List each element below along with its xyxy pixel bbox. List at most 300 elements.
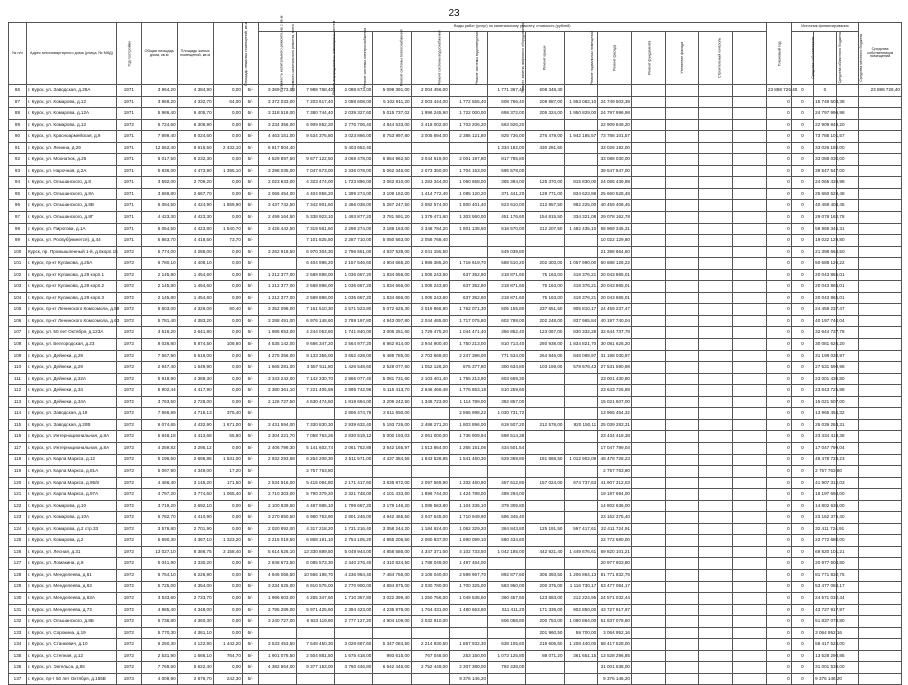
table-cell: 5/-	[242, 96, 258, 108]
table-cell	[564, 558, 598, 570]
row-address: г. Курск, ул. Комарова, д.12	[26, 119, 116, 131]
table-cell	[449, 246, 487, 258]
table-cell: 0,00	[213, 616, 242, 628]
row-number: 96	[9, 200, 27, 212]
table-cell: 4 473,90	[177, 165, 213, 177]
table-row	[9, 142, 902, 154]
table-cell: 3 295,12	[177, 442, 213, 454]
table-cell: 4 009,90	[141, 673, 177, 685]
table-cell	[411, 466, 449, 478]
table-cell-empty	[733, 131, 767, 143]
table-cell	[526, 489, 564, 501]
table-cell: 2 030 780,00	[411, 581, 449, 593]
table-cell: 24 571 032,44	[598, 593, 632, 605]
table-cell: 820 150,11	[564, 419, 598, 431]
table-cell	[526, 466, 564, 478]
table-cell: 22 909 849,20	[814, 119, 836, 131]
table-cell: 0	[791, 85, 813, 97]
table-cell-empty	[631, 523, 665, 535]
table-cell: 1971	[116, 165, 141, 177]
table-cell: 6 489 785,00	[373, 350, 411, 362]
table-row	[9, 569, 902, 581]
table-cell-empty	[631, 362, 665, 374]
table-cell: 2 752 449,00	[411, 662, 449, 674]
table-cell: 2 757 763,80	[296, 466, 334, 478]
table-cell: 1972	[116, 396, 141, 408]
row-address: Курск, пр. Промышленный 1-й, д.6корп.15	[26, 246, 116, 258]
table-cell: 1 671,00	[213, 419, 242, 431]
table-cell: 0	[766, 396, 791, 408]
table-cell: 5/-	[242, 408, 258, 420]
table-cell: 219 606,50	[526, 639, 564, 651]
table-cell: 4 894 875,00	[373, 581, 411, 593]
table-cell: 3 288 491,00	[258, 315, 296, 327]
table-cell: 905 810,17	[564, 304, 598, 316]
table-cell: 902 850,00	[564, 604, 598, 616]
table-cell: 0	[791, 223, 813, 235]
table-cell: 237 651,50	[526, 304, 564, 316]
table-cell	[859, 200, 902, 212]
table-cell: 0	[791, 188, 813, 200]
table-cell: 13 027,10	[141, 546, 177, 558]
table-cell: 6 970 304,30	[296, 246, 334, 258]
table-cell: 5/-	[242, 385, 258, 397]
table-cell: 0,00	[213, 246, 242, 258]
table-cell: 2 145,80	[141, 269, 177, 281]
table-cell: 30 081 626,20	[598, 339, 632, 351]
table-cell: 3 044 619,00	[411, 154, 449, 166]
table-cell-empty	[665, 650, 699, 662]
table-cell: 1 942 185,57	[564, 131, 598, 143]
table-cell: 6 074,65	[141, 419, 177, 431]
row-address: г. Курск, ул. Менделеева, д.61	[26, 569, 116, 581]
table-cell: 0	[791, 339, 813, 351]
table-cell	[526, 396, 564, 408]
table-cell: 7 567,90	[141, 350, 177, 362]
table-cell: 1 005 243,60	[411, 269, 449, 281]
table-cell: 4 326,00	[177, 304, 213, 316]
table-cell: 10 566 198,70	[296, 569, 334, 581]
row-number: 115	[9, 419, 27, 431]
table-cell: 10 022 129,80	[598, 235, 632, 247]
table-cell-empty	[631, 512, 665, 524]
table-cell: 1 710 357,80	[335, 593, 373, 605]
table-cell: 0,00	[213, 85, 242, 97]
table-cell-empty	[665, 200, 699, 212]
table-cell: 171 339,00	[526, 604, 564, 616]
table-cell: 22 909 849,20	[598, 119, 632, 131]
table-cell: 1 901 076,50	[258, 650, 296, 662]
table-cell: 1 549,90	[177, 362, 213, 374]
table-cell: 1972	[116, 292, 141, 304]
table-cell: 5 774,00	[141, 246, 177, 258]
table-row	[9, 315, 902, 327]
table-cell-empty	[733, 315, 767, 327]
table-cell: 434 501,54	[488, 442, 526, 454]
table-cell: 20 043 865,01	[814, 292, 836, 304]
table-cell: 2 777 127,20	[335, 616, 373, 628]
table-cell: 202 248,00	[526, 315, 564, 327]
table-cell-empty	[733, 523, 767, 535]
table-cell-empty	[699, 500, 733, 512]
table-cell: 4 354,00	[177, 581, 213, 593]
row-number: 95	[9, 188, 27, 200]
table-cell: 1 731 216,40	[335, 523, 373, 535]
table-cell: 7 342 901,50	[296, 200, 334, 212]
table-cell-empty	[631, 85, 665, 97]
table-cell: 1 005 243,60	[411, 292, 449, 304]
table-cell: 212 578,00	[526, 419, 564, 431]
table-cell-empty	[665, 327, 699, 339]
table-cell: 3 005 694,00	[411, 131, 449, 143]
table-cell: 2 710 303,00	[258, 489, 296, 501]
row-number: 91	[9, 142, 27, 154]
header-work-12: Строительный контроль	[699, 32, 733, 85]
table-cell: 1 799 667,20	[335, 500, 373, 512]
row-address: г. Курск, ул. Дейнеки, д.32А	[26, 373, 116, 385]
table-cell: 75 163,00	[526, 292, 564, 304]
header-work-10: Ремонт фундамента	[631, 32, 665, 85]
header-funding-2: Средства областного бюджета	[814, 32, 836, 85]
table-cell: 0	[791, 419, 813, 431]
table-cell-empty	[631, 350, 665, 362]
table-cell	[526, 235, 564, 247]
table-cell: 1 035 667,20	[335, 292, 373, 304]
table-cell-empty	[699, 454, 733, 466]
table-cell: 32 644 737,78	[814, 327, 836, 339]
table-row	[9, 362, 902, 374]
table-cell: 171,50	[213, 477, 242, 489]
table-cell: 2 806 474,78	[335, 408, 373, 420]
table-cell: 9 377 153,00	[296, 662, 334, 674]
table-cell: 1972	[116, 327, 141, 339]
table-cell: 3 105 040,00	[411, 569, 449, 581]
table-cell: 0	[791, 639, 813, 651]
table-cell: 4 797,20	[141, 489, 177, 501]
table-cell	[373, 142, 411, 154]
table-cell: 2 895 742,96	[335, 385, 373, 397]
row-address: г. Курск, ул. Пирогова, д.1А	[26, 223, 116, 235]
row-number: 123	[9, 512, 27, 524]
table-cell: 88 071,20	[526, 650, 564, 662]
table-cell: 19 197 694,00	[814, 489, 836, 501]
table-cell: 0	[791, 662, 813, 674]
table-cell: 4 904 665,20	[373, 258, 411, 270]
table-cell-empty	[733, 546, 767, 558]
table-cell: 0,00	[213, 108, 242, 120]
table-row	[9, 558, 902, 570]
row-number: 109	[9, 350, 27, 362]
table-cell: 1971	[116, 177, 141, 189]
table-cell	[526, 512, 564, 524]
header-work-11: Утепление фасада	[665, 32, 699, 85]
table-cell: 0,00	[213, 177, 242, 189]
table-cell: 5 193 726,00	[373, 419, 411, 431]
table-cell: 0	[791, 546, 813, 558]
table-cell	[564, 235, 598, 247]
table-cell: 3 006 251,60	[373, 327, 411, 339]
table-cell-empty	[733, 431, 767, 443]
table-cell-empty	[699, 662, 733, 674]
table-cell: 0	[766, 477, 791, 489]
table-cell: 1 741 840,00	[335, 327, 373, 339]
table-cell: 280 938,00	[526, 339, 564, 351]
table-cell	[564, 442, 598, 454]
table-cell: 3 158,40	[213, 546, 242, 558]
table-cell	[859, 535, 902, 547]
table-row	[9, 188, 902, 200]
table-cell: 1971	[116, 154, 141, 166]
header-work-1: Ремонт внутридомовых инженерных систем	[296, 32, 334, 85]
table-cell-empty	[699, 489, 733, 501]
row-number: 132	[9, 616, 27, 628]
table-cell: 3 352 098,00	[258, 304, 296, 316]
table-cell: 31 198 030,97	[814, 350, 836, 362]
row-number: 93	[9, 165, 27, 177]
table-cell: 6 910 575,00	[296, 581, 334, 593]
table-cell: 0,00	[213, 292, 242, 304]
table-cell-empty	[665, 627, 699, 639]
table-cell-empty	[665, 604, 699, 616]
table-cell-empty	[665, 246, 699, 258]
table-cell-empty	[733, 535, 767, 547]
table-cell: 457 612,80	[488, 477, 526, 489]
table-cell: 3 437 742,50	[258, 200, 296, 212]
table-cell: 2 776 706,40	[335, 119, 373, 131]
table-cell: 1 334 182,00	[488, 142, 526, 154]
table-cell: 2 066 454,00	[258, 188, 296, 200]
table-cell: 5/-	[242, 188, 258, 200]
row-address: г. Курск, пр-кт Кулакова, д.29 корп.3	[26, 292, 116, 304]
table-row	[9, 350, 902, 362]
table-cell: 23 001 430,80	[814, 373, 836, 385]
table-cell-empty	[665, 315, 699, 327]
table-row	[9, 154, 902, 166]
table-cell: 5 724,60	[141, 119, 177, 131]
table-cell: 1972	[116, 523, 141, 535]
table-cell-empty	[631, 131, 665, 143]
table-cell-empty	[733, 188, 767, 200]
row-address: г. Курск, ул. Степная, д.12	[26, 650, 116, 662]
table-cell-empty	[631, 212, 665, 224]
table-cell: 23 643 725,88	[598, 385, 632, 397]
table-cell-empty	[733, 466, 767, 478]
table-cell: 2 126 727,50	[258, 396, 296, 408]
table-cell-empty	[631, 627, 665, 639]
row-number: 131	[9, 604, 27, 616]
table-cell-empty	[699, 269, 733, 281]
table-cell: 0	[766, 200, 791, 212]
table-cell: 19 022 129,80	[814, 235, 836, 247]
table-cell: 7 988 768,40	[296, 85, 334, 97]
table-cell: 21 398 664,50	[598, 246, 632, 258]
table-cell: 1 379 471,60	[411, 212, 449, 224]
row-address: г. Курск, ул. Менделеева, д.73	[26, 604, 116, 616]
table-row	[9, 650, 902, 662]
table-cell: 2 795 289,00	[258, 604, 296, 616]
row-address: г. Курск, ул. Лесная, д.31	[26, 546, 116, 558]
table-cell: 875 377,80	[449, 362, 487, 374]
table-cell: 0	[791, 673, 813, 685]
table-cell: 3 209 242,50	[373, 396, 411, 408]
table-cell	[564, 165, 598, 177]
table-cell: 50 688 126,22	[598, 258, 632, 270]
table-cell: 6 980 753,90	[296, 512, 334, 524]
table-cell: 40 197 740,04	[598, 315, 632, 327]
table-cell: 4 286,00	[177, 246, 213, 258]
table-cell	[859, 546, 902, 558]
table-cell: 1972	[116, 593, 141, 605]
table-cell: 1 065,40	[213, 489, 242, 501]
table-cell: 3 431 594,00	[258, 419, 296, 431]
table-cell-empty	[733, 258, 767, 270]
table-cell-empty	[699, 396, 733, 408]
table-cell: 598 514,38	[488, 431, 526, 443]
table-cell	[564, 85, 598, 97]
table-cell: 59 700,00	[564, 627, 598, 639]
table-cell: 33 026 192,00	[814, 142, 836, 154]
table-cell: 1972	[116, 350, 141, 362]
table-cell: 157 024,00	[526, 477, 564, 489]
table-cell: 24 065 439,98	[814, 177, 836, 189]
table-cell: 3 669,80	[141, 188, 177, 200]
table-cell: 1972	[116, 466, 141, 478]
table-cell: 1 755 213,80	[449, 373, 487, 385]
table-cell	[258, 673, 296, 685]
table-cell: 6 226,90	[177, 569, 213, 581]
table-cell-empty	[631, 639, 665, 651]
table-cell: 2 589 898,00	[296, 269, 334, 281]
table-cell: 7 203 617,40	[296, 96, 334, 108]
table-cell: 253 150,00	[449, 650, 487, 662]
table-cell: 2 157 546,60	[335, 258, 373, 270]
table-cell	[526, 246, 564, 258]
table-cell: 0,00	[213, 212, 242, 224]
table-row	[9, 466, 902, 478]
table-cell: 7 319 561,50	[296, 223, 334, 235]
header-owners-funds: Средства собственников помещений	[859, 23, 902, 85]
row-number: 100	[9, 246, 27, 258]
table-cell: 764,70	[213, 650, 242, 662]
table-cell: 4 384,90	[177, 85, 213, 97]
table-cell: 1972	[116, 315, 141, 327]
table-row	[9, 616, 902, 628]
table-cell: 3 944 900,40	[411, 339, 449, 351]
table-cell: 0	[791, 466, 813, 478]
table-cell: 0	[791, 489, 813, 501]
table-cell: 1 414 772,40	[411, 188, 449, 200]
table-cell: 5/-	[242, 419, 258, 431]
table-row	[9, 269, 902, 281]
table-cell: 48 478 728,23	[814, 454, 836, 466]
table-cell: 4 413,68	[177, 431, 213, 443]
table-cell: 3 234 356,00	[258, 119, 296, 131]
table-cell-empty	[631, 500, 665, 512]
table-cell: 3 662 428,00	[335, 350, 373, 362]
row-address: г. Курск, ул. Красноармейская, д.9	[26, 131, 116, 143]
table-cell: 3 719,20	[141, 500, 177, 512]
table-cell: 125 370,00	[526, 177, 564, 189]
table-cell: 21 398 664,50	[814, 246, 836, 258]
table-cell: 1 675 418,00	[335, 650, 373, 662]
table-cell: 3 426 442,50	[258, 223, 296, 235]
table-cell: 5/-	[242, 431, 258, 443]
table-cell: 7 058 763,26	[296, 431, 334, 443]
table-cell: 1972	[116, 662, 141, 674]
table-cell: 5 081 731,60	[373, 373, 411, 385]
table-cell: 334 321,08	[564, 212, 598, 224]
table-cell: 1 736 909,94	[449, 431, 487, 443]
table-cell: 2 466 038,00	[335, 200, 373, 212]
table-cell: 5/-	[242, 489, 258, 501]
table-cell: 1 454,60	[177, 281, 213, 293]
table-cell-empty	[631, 431, 665, 443]
table-cell: 1 700 325,00	[449, 581, 487, 593]
table-cell: 4 946 066,50	[258, 569, 296, 581]
table-cell	[449, 466, 487, 478]
table-cell: 1972	[116, 650, 141, 662]
table-cell: 0	[791, 396, 813, 408]
row-number: 127	[9, 558, 27, 570]
row-address: г. Курск, ул. Комарова, д.10А	[26, 512, 116, 524]
table-cell-empty	[665, 177, 699, 189]
row-address: г. Курск, ул. Карла Маркса, д.12	[26, 454, 116, 466]
table-cell: 4 332,70	[177, 96, 213, 108]
table-cell	[564, 535, 598, 547]
table-cell: 218 871,60	[488, 292, 526, 304]
table-cell: 4 943 097,80	[373, 315, 411, 327]
table-cell: 4 389,30	[177, 373, 213, 385]
table-cell-empty	[631, 477, 665, 489]
table-cell: 608 348,40	[526, 85, 564, 97]
table-cell-empty	[665, 431, 699, 443]
table-cell: 605 155,80	[488, 304, 526, 316]
table-cell: 17 047 799,04	[598, 442, 632, 454]
table-row	[9, 200, 902, 212]
table-row	[9, 535, 902, 547]
table-cell: 2 667,70	[177, 188, 213, 200]
table-cell: 4 347 371,00	[411, 546, 449, 558]
row-address: г. Курск, ул. Ольшанского, д.8Г	[26, 212, 116, 224]
table-row	[9, 385, 902, 397]
table-cell: 2 061 752,88	[335, 442, 373, 454]
table-cell: 4 367,10	[177, 535, 213, 547]
table-cell: 7 899,40	[141, 131, 177, 143]
table-cell: 20 043 865,01	[598, 281, 632, 293]
table-cell: 2 001 197,80	[449, 154, 487, 166]
table-cell: 1 834 821,70	[564, 339, 598, 351]
table-cell-empty	[733, 616, 767, 628]
table-cell: 3 304 221,70	[258, 431, 296, 443]
table-cell: 33 026 192,00	[598, 142, 632, 154]
table-cell: 1972	[116, 304, 141, 316]
table-cell: 892 877,60	[488, 569, 526, 581]
table-cell: 3 145,20	[177, 477, 213, 489]
table-cell-empty	[631, 177, 665, 189]
table-cell-empty	[733, 604, 767, 616]
table-cell	[564, 373, 598, 385]
table-cell	[411, 673, 449, 685]
table-cell: 2 004 456,00	[411, 85, 449, 97]
table-row	[9, 673, 902, 685]
table-cell: 1 996 603,00	[258, 593, 296, 605]
table-cell-empty	[631, 396, 665, 408]
table-cell: 2 418 002,00	[411, 119, 449, 131]
row-number: 117	[9, 442, 27, 454]
table-cell: 0	[766, 304, 791, 316]
row-address: г. Курск, ул. Комарова, д.10	[26, 500, 116, 512]
table-cell-empty	[699, 96, 733, 108]
